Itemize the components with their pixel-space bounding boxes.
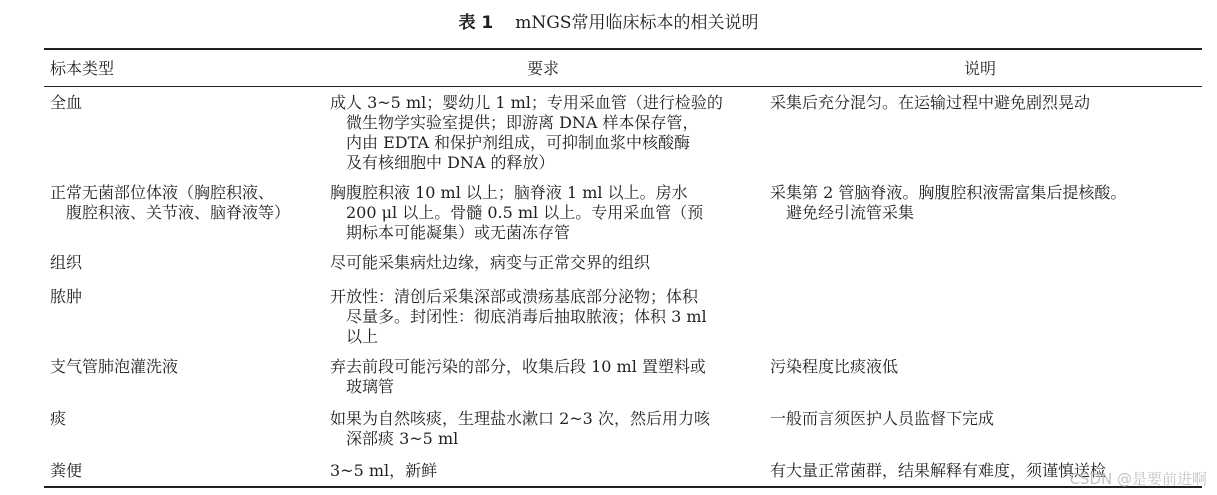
cell-specimen-type: 脓肿	[50, 287, 83, 306]
cell-requirement: 如果为自然咳痰，生理盐水漱口 2~3 次，然后用力咳 深部痰 3~5 ml	[330, 409, 710, 448]
cell-note: 有大量正常菌群，结果解释有难度，须谨慎送检	[770, 461, 1107, 480]
header-note: 说明	[963, 59, 996, 78]
table-top-rule	[44, 48, 1202, 50]
cell-specimen-type: 正常无菌部位体液（胸腔积液、 腹腔积液、关节液、脑脊液等）	[50, 183, 291, 222]
cell-requirement: 弃去前段可能污染的部分，收集后段 10 ml 置塑料或 玻璃管	[330, 357, 706, 396]
cell-note: 采集第 2 管脑脊液。胸腹腔积液需富集后提核酸。 避免经引流管采集	[770, 183, 1127, 222]
cell-specimen-type: 痰	[50, 409, 67, 428]
header-specimen-type: 标本类型	[50, 59, 115, 78]
header-requirement: 要求	[526, 59, 559, 78]
cell-specimen-type: 粪便	[50, 461, 83, 480]
cell-requirement: 尽可能采集病灶边缘，病变与正常交界的组织	[330, 253, 651, 272]
cell-specimen-type: 组织	[50, 253, 83, 272]
table-header-rule	[44, 86, 1202, 87]
cell-note: 一般而言须医护人员监督下完成	[770, 409, 995, 428]
cell-requirement: 3~5 ml，新鲜	[330, 461, 438, 480]
cell-requirement: 胸腹腔积液 10 ml 以上；脑脊液 1 ml 以上。房水 200 μl 以上。骨髓 0.5 ml 以上。专用采血管（预 期标本可能凝集）或无菌冻存管	[330, 183, 704, 242]
cell-requirement: 成人 3~5 ml；婴幼儿 1 ml；专用采血管（进行检验的 微生物学实验室提供；即游离 DNA 样本保存管， 内由 EDTA 和保护剂组成，可抑制血浆中核酸酶 及有核细胞中 DNA 的释放）	[330, 93, 723, 172]
cell-note: 采集后充分混匀。在运输过程中避免剧烈晃动	[770, 93, 1091, 112]
table-title: mNGS常用临床标本的相关说明	[515, 13, 759, 33]
table-caption	[0, 12, 1217, 34]
cell-specimen-type: 支气管肺泡灌洗液	[50, 357, 179, 376]
cell-requirement: 开放性：清创后采集深部或溃疡基底部分泌物；体积 尽量多。封闭性：彻底消毒后抽取脓液；体积 3 ml 以上	[330, 287, 707, 346]
table-label: 表 1	[458, 13, 494, 33]
cell-specimen-type: 全血	[50, 93, 83, 112]
csdn-watermark: CSDN @是要前进啊	[1069, 470, 1207, 488]
table-bottom-rule	[44, 486, 1202, 488]
cell-note: 污染程度比痰液低	[770, 357, 899, 376]
